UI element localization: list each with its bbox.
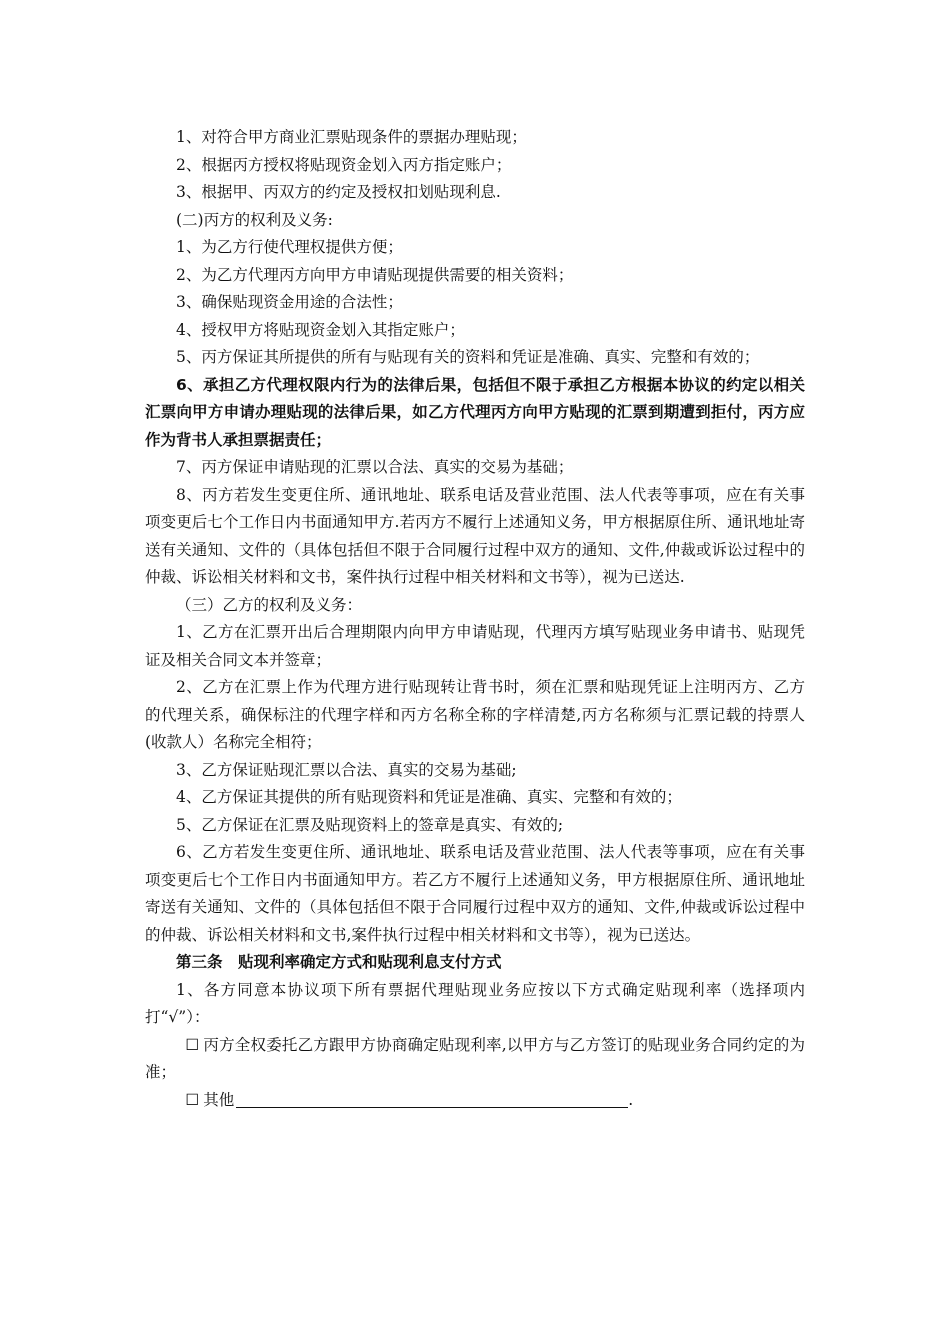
option-2-checkbox[interactable]: ☐ [185, 1090, 200, 1109]
section-2-item-2: 2、为乙方代理丙方向甲方申请贴现提供需要的相关资料； [176, 265, 574, 284]
section-3-item-4: 4、乙方保证其提供的所有贴现资料和凭证是准确、真实、完整和有效的； [176, 788, 682, 806]
line-3: 3、根据甲、丙双方的约定及授权扣划贴现利息. [176, 183, 501, 201]
section-2-heading: (二)丙方的权利及义务: [176, 210, 333, 229]
article-3-heading: 第三条 贴现利率确定方式和贴现利息支付方式 [176, 953, 502, 971]
section-2-item-5: 5、丙方保证其所提供的所有与贴现有关的资料和凭证是准确、真实、完整和有效的； [176, 348, 760, 366]
section-2-item-4: 4、授权甲方将贴现资金划入其指定账户； [176, 320, 465, 339]
line-2: 2、根据丙方授权将贴现资金划入丙方指定账户； [176, 155, 512, 174]
section-3-item-6: 6、乙方若发生变更住所、通讯地址、联系电话及营业范围、法人代表等事项，应在有关事项变更后七个工作日内书面通知甲方。若乙方不履行上述通知义务，甲方根据原住所、通讯地址寄送有关通知、文件的（具体包括但不限于合同履行过程中双方的通知、文件,仲裁或诉讼过程中的仲裁、诉讼相关材料和文书,案件执行过程中相关材料和文书等），视为已送达。 [145, 843, 805, 944]
option-2-label: 其他 [203, 1090, 235, 1109]
option-1-text: 丙方全权委托乙方跟甲方协商确定贴现利率,以甲方与乙方签订的贴现业务合同约定的为准； [145, 1035, 805, 1081]
section-2-item-8: 8、丙方若发生变更住所、通讯地址、联系电话及营业范围、法人代表等事项，应在有关事项变更后七个工作日内书面通知甲方.若丙方不履行上述通知义务，甲方根据原住所、通讯地址寄送有关通知、文件的（具体包括但不限于合同履行过程中双方的通知、文件,仲裁或诉讼过程中的仲裁、诉讼相关材料和文书，案件执行过程中相关材料和文书等），视为已送达. [145, 485, 805, 586]
section-3-heading: （三）乙方的权利及义务： [176, 595, 363, 614]
section-3-item-1: 1、乙方在汇票开出后合理期限内向甲方申请贴现，代理丙方填写贴现业务申请书、贴现凭证及相关合同文本并签章； [145, 623, 805, 669]
option-2-end: . [628, 1090, 634, 1109]
option-2-blank-line[interactable] [236, 1091, 628, 1108]
line-1: 1、对符合甲方商业汇票贴现条件的票据办理贴现； [176, 128, 527, 146]
option-1-line [145, 1032, 805, 1087]
option-2-line [145, 1087, 805, 1115]
section-2-item-3: 3、确保贴现资金用途的合法性； [176, 293, 403, 311]
section-3-item-5: 5、乙方保证在汇票及贴现资料上的签章是真实、有效的; [176, 815, 564, 834]
section-3-item-2: 2、乙方在汇票上作为代理方进行贴现转让背书时，须在汇票和贴现凭证上注明丙方、乙方的代理关系，确保标注的代理字样和丙方名称全称的字样清楚,丙方名称须与汇票记载的持票人(收款人）名称完全相符； [145, 678, 805, 751]
section-3-item-3: 3、乙方保证贴现汇票以合法、真实的交易为基础; [176, 760, 517, 779]
document-page [145, 124, 805, 1114]
section-2-item-1: 1、为乙方行使代理权提供方便； [176, 238, 403, 256]
option-1-checkbox[interactable]: ☐ [185, 1035, 200, 1054]
section-2-item-7: 7、丙方保证申请贴现的汇票以合法、真实的交易为基础； [176, 458, 574, 476]
section-2-item-6-bold: 6、承担乙方代理权限内行为的法律后果，包括但不限于承担乙方根据本协议的约定以相关汇票向甲方申请办理贴现的法律后果，如乙方代理丙方向甲方贴现的汇票到期遭到拒付，丙方应作为背书人承担票据责任； [145, 375, 805, 449]
article-3-item-1: 1、各方同意本协议项下所有票据代理贴现业务应按以下方式确定贴现利率（选择项内打“√”）： [145, 980, 805, 1026]
